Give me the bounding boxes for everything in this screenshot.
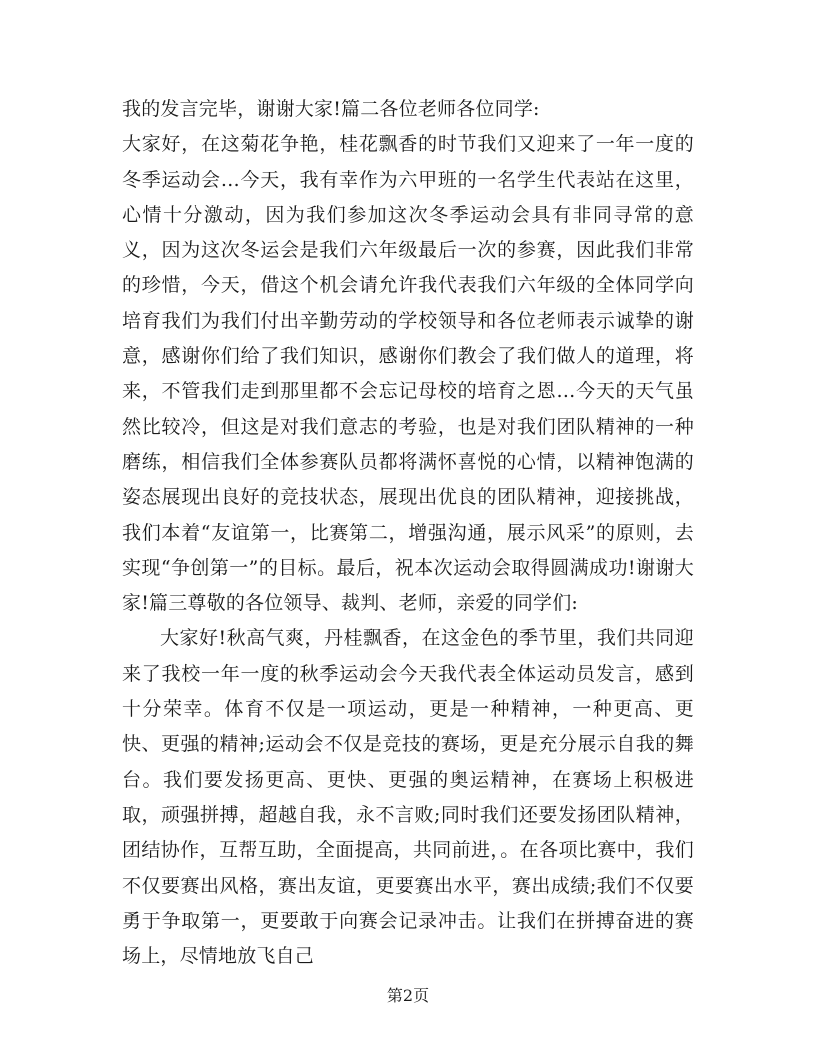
page-number: 第2页 xyxy=(386,986,430,1005)
paragraph-1: 我的发言完毕，谢谢大家!篇二各位老师各位同学: xyxy=(122,98,540,120)
document-body xyxy=(122,92,694,974)
paragraph-3: 大家好!秋高气爽，丹桂飘香，在这金色的季节里，我们共同迎来了我校一年一度的秋季运动会今天我代表全体运动员发言，感到十分荣幸。体育不仅是一项运动，更是一种精神，一种更高、更快、更强的精神;运动会不仅是竞技的赛场，更是充分展示自我的舞台。我们要发扬更高、更快、更强的奥运精神，在赛场上积极进取，顽强拼搏，超越自我，永不言败;同时我们还要发扬团队精神，团结协作，互帮互助，全面提高，共同前进，。在各项比赛中，我们不仅要赛出风格，赛出友谊，更要赛出水平，赛出成绩;我们不仅要勇于争取第一，更要敢于向赛会记录冲击。让我们在拼搏奋进的赛场上，尽情地放飞自己 xyxy=(122,627,694,968)
paragraph-2: 大家好，在这菊花争艳，桂花飘香的时节我们又迎来了一年一度的冬季运动会…今天，我有幸作为六甲班的一名学生代表站在这里，心情十分激动，因为我们参加这次冬季运动会具有非同寻常的意义，因为这次冬运会是我们六年级最后一次的参赛，因此我们非常的珍惜，今天，借这个机会请允许我代表我们六年级的全体同学向培育我们为我们付出辛勤劳动的学校领导和各位老师表示诚挚的谢意，感谢你们给了我们知识，感谢你们教会了我们做人的道理，将来，不管我们走到那里都不会忘记母校的培育之恩…今天的天气虽然比较冷，但这是对我们意志的考验，也是对我们团队精神的一种磨练，相信我们全体参赛队员都将满怀喜悦的心情，以精神饱满的姿态展现出良好的竞技状态，展现出优良的团队精神，迎接挑战，我们本着“友谊第一，比赛第二，增强沟通，展示风采”的原则，去实现“争创第一”的目标。最后，祝本次运动会取得圆满成功!谢谢大家!篇三尊敬的各位领导、裁判、老师，亲爱的同学们: xyxy=(122,133,694,615)
